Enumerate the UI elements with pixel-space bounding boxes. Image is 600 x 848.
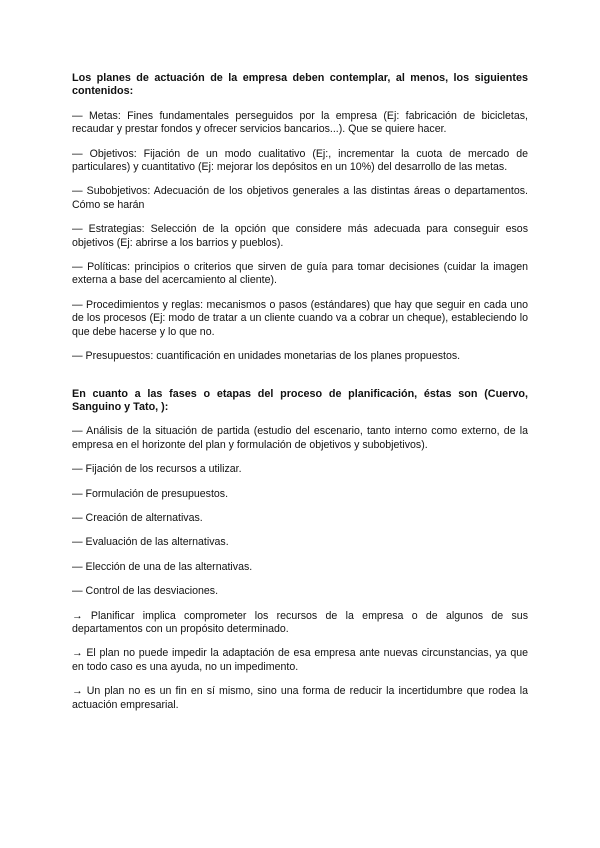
list-item-control: — Control de las desviaciones. <box>72 585 219 598</box>
list-item-eleccion: — Elección de una de las alternativas. <box>72 560 253 573</box>
note-plan-adaptacion: → El plan no puede impedir la adaptación de esa empresa ante nuevas circunstancias, ya que en todo caso es una ayuda, no un impedimento. <box>72 647 528 673</box>
list-item-subobjetivos: — Subobjetivos: Adecuación de los objetivos generales a las distintas áreas o departamentos. Cómo se harán <box>72 185 528 211</box>
document-page <box>72 72 528 712</box>
list-item-formulacion: — Formulación de presupuestos. <box>72 487 229 500</box>
list-item-presupuestos: — Presupuestos: cuantificación en unidades monetarias de los planes propuestos. <box>72 350 461 363</box>
list-item-metas: — Metas: Fines fundamentales perseguidos por la empresa (Ej: fabricación de bicicletas, recaudar y prestar fondos y ofrecer servicios bancarios...). Que se quiere hacer. <box>72 109 528 136</box>
list-item-estrategias: — Estrategias: Selección de la opción que considere más adecuada para conseguir esos objetivos (Ej: abrirse a los barrios y pueblos). <box>72 223 528 249</box>
list-item-fijacion: — Fijación de los recursos a utilizar. <box>72 463 242 476</box>
list-item-evaluacion: — Evaluación de las alternativas. <box>72 536 229 549</box>
note-plan-fin: → Un plan no es un fin en sí mismo, sino una forma de reducir la incertidumbre que rodea la actuación empresarial. <box>72 685 528 711</box>
list-item-analisis: — Análisis de la situación de partida (estudio del escenario, tanto interno como externo, de la empresa en el horizonte del plan y formulación de objetivos y subobjetivos). <box>72 425 528 451</box>
list-item-creacion: — Creación de alternativas. <box>72 511 203 524</box>
list-item-politicas: — Políticas: principios o criterios que sirven de guía para tomar decisiones (cuidar la imagen externa a base del acercamiento al cliente). <box>72 261 528 287</box>
note-planificar: → Planificar implica comprometer los recursos de la empresa o de algunos de sus departamentos con un propósito determinado. <box>72 609 528 635</box>
list-item-objetivos: — Objetivos: Fijación de un modo cualitativo (Ej:, incrementar la cuota de mercado de particulares) y cuantitativo (Ej: mejorar los depósitos en un 10%) del desarrollo de las metas. <box>72 147 528 174</box>
list-item-procedimientos: — Procedimientos y reglas: mecanismos o pasos (estándares) que hay que seguir en cada uno de los procesos (Ej: modo de tratar a un cliente cuando va a cobrar un cheque), estableciendo lo que debe hacerse y lo que no. <box>72 298 528 338</box>
section2-heading: En cuanto a las fases o etapas del proceso de planificación, éstas son (Cuervo, Sanguino y Tato, ): <box>72 387 528 413</box>
section1-heading: Los planes de actuación de la empresa deben contemplar, al menos, los siguientes contenidos: <box>72 72 528 98</box>
